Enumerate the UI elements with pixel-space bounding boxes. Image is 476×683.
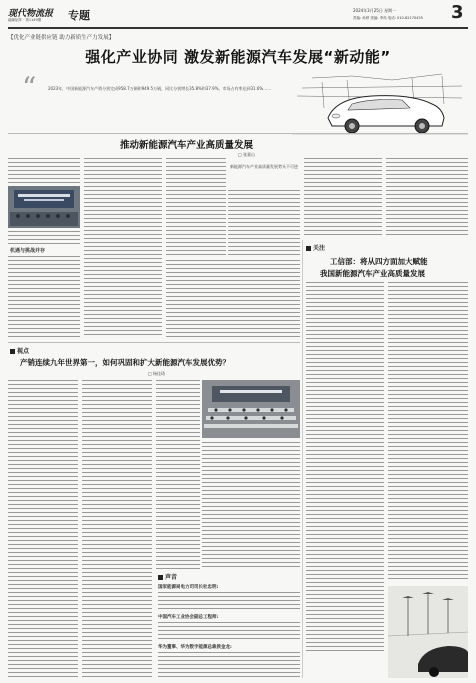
charging-photo: [388, 586, 468, 678]
section3-col3: [156, 380, 200, 570]
masthead: [8, 4, 468, 26]
tag-marker-icon: [10, 349, 15, 354]
section1-caption-text: 新能源汽车产业高质量发展势头不可逆: [230, 164, 298, 169]
section-name: 专题: [68, 9, 90, 22]
conference-photo: [8, 186, 80, 228]
section1-col3-bottom: [166, 260, 300, 338]
section2-title-line2: 我国新能源汽车产业高质量发展: [320, 269, 425, 278]
section1-title: 推动新能源汽车产业高质量发展: [120, 140, 254, 151]
editor-line: 责编: 孙婷 美编: 李冉 电话: 010-82170435: [353, 16, 423, 20]
tag-marker-icon: [158, 575, 163, 580]
section1-col1-top: [8, 158, 80, 184]
section3-col4: [202, 442, 300, 570]
section4-item3-title: 华为董事、华为数字能源总裁侯金龙:: [158, 645, 232, 650]
section4-item3-body: [158, 652, 300, 678]
page-number: 3: [451, 2, 464, 23]
section1-col6: [386, 158, 468, 238]
section4-item1-title: 国家能源局电力司司长杜忠明:: [158, 585, 219, 590]
section1-col3-top: [166, 158, 226, 258]
column-divider: [302, 240, 303, 678]
quote-mark-icon: “: [22, 71, 37, 104]
section4-item2-body: [158, 622, 300, 640]
section3-col1: [8, 380, 78, 678]
section2-title-line1: 工信部：将从四方面加大赋能: [330, 257, 428, 266]
section1-col1-bottom: [8, 256, 80, 338]
section1-col5: [304, 158, 382, 238]
section1-caption: [228, 164, 300, 186]
intro-paragraph: [48, 86, 284, 128]
main-headline: 强化产业协同 激发新能源汽车发展“新动能”: [85, 48, 391, 66]
section3-byline: □ 杨佳琦: [148, 371, 166, 376]
paper-name: 现代物流报: [8, 9, 54, 19]
section2-tag-label: 关注: [313, 245, 326, 252]
car-illustration: [292, 68, 468, 138]
topic-banner: 【优化产业链供应链 助力新质生产力发展】: [8, 35, 115, 41]
section1-col2: [84, 158, 162, 338]
section3-col2: [82, 380, 152, 678]
section4-tag-label: 声音: [165, 574, 178, 581]
section1-col4: [228, 190, 300, 258]
date-line: 2024年3月25日 星期一: [353, 8, 397, 13]
section3-tag-label: 视点: [17, 348, 30, 355]
masthead-rule: [8, 27, 468, 29]
section1-col1-mid: [8, 231, 80, 247]
section1-subhead: 机遇与挑战并存: [10, 248, 46, 254]
section3-tag: [10, 346, 29, 355]
section4-tag: [158, 572, 177, 581]
issue-line: 融媒矩阵 · 第1149期: [8, 18, 42, 22]
divider-1: [8, 133, 468, 134]
section2-tag: [306, 243, 325, 252]
divider-2: [8, 342, 300, 343]
section2-col2: [388, 282, 468, 582]
section4-item1-body: [158, 592, 300, 610]
section3-title: 产销连续九年世界第一，如何巩固和扩大新能源汽车发展优势？: [20, 358, 230, 367]
section1-byline: □ 张嘉山: [238, 152, 256, 157]
forum-photo: [202, 380, 300, 438]
intro-text: 2023年，中国新能源汽车产销分别完成958.7万辆和949.5万辆，同比分别增长35.8%和37.9%，市场占有率达到31.6%……: [48, 86, 272, 91]
section4-item2-title: 中国汽车工业协会副总工程师:: [158, 615, 219, 620]
section2-col1: [306, 282, 384, 654]
tag-marker-icon: [306, 246, 311, 251]
